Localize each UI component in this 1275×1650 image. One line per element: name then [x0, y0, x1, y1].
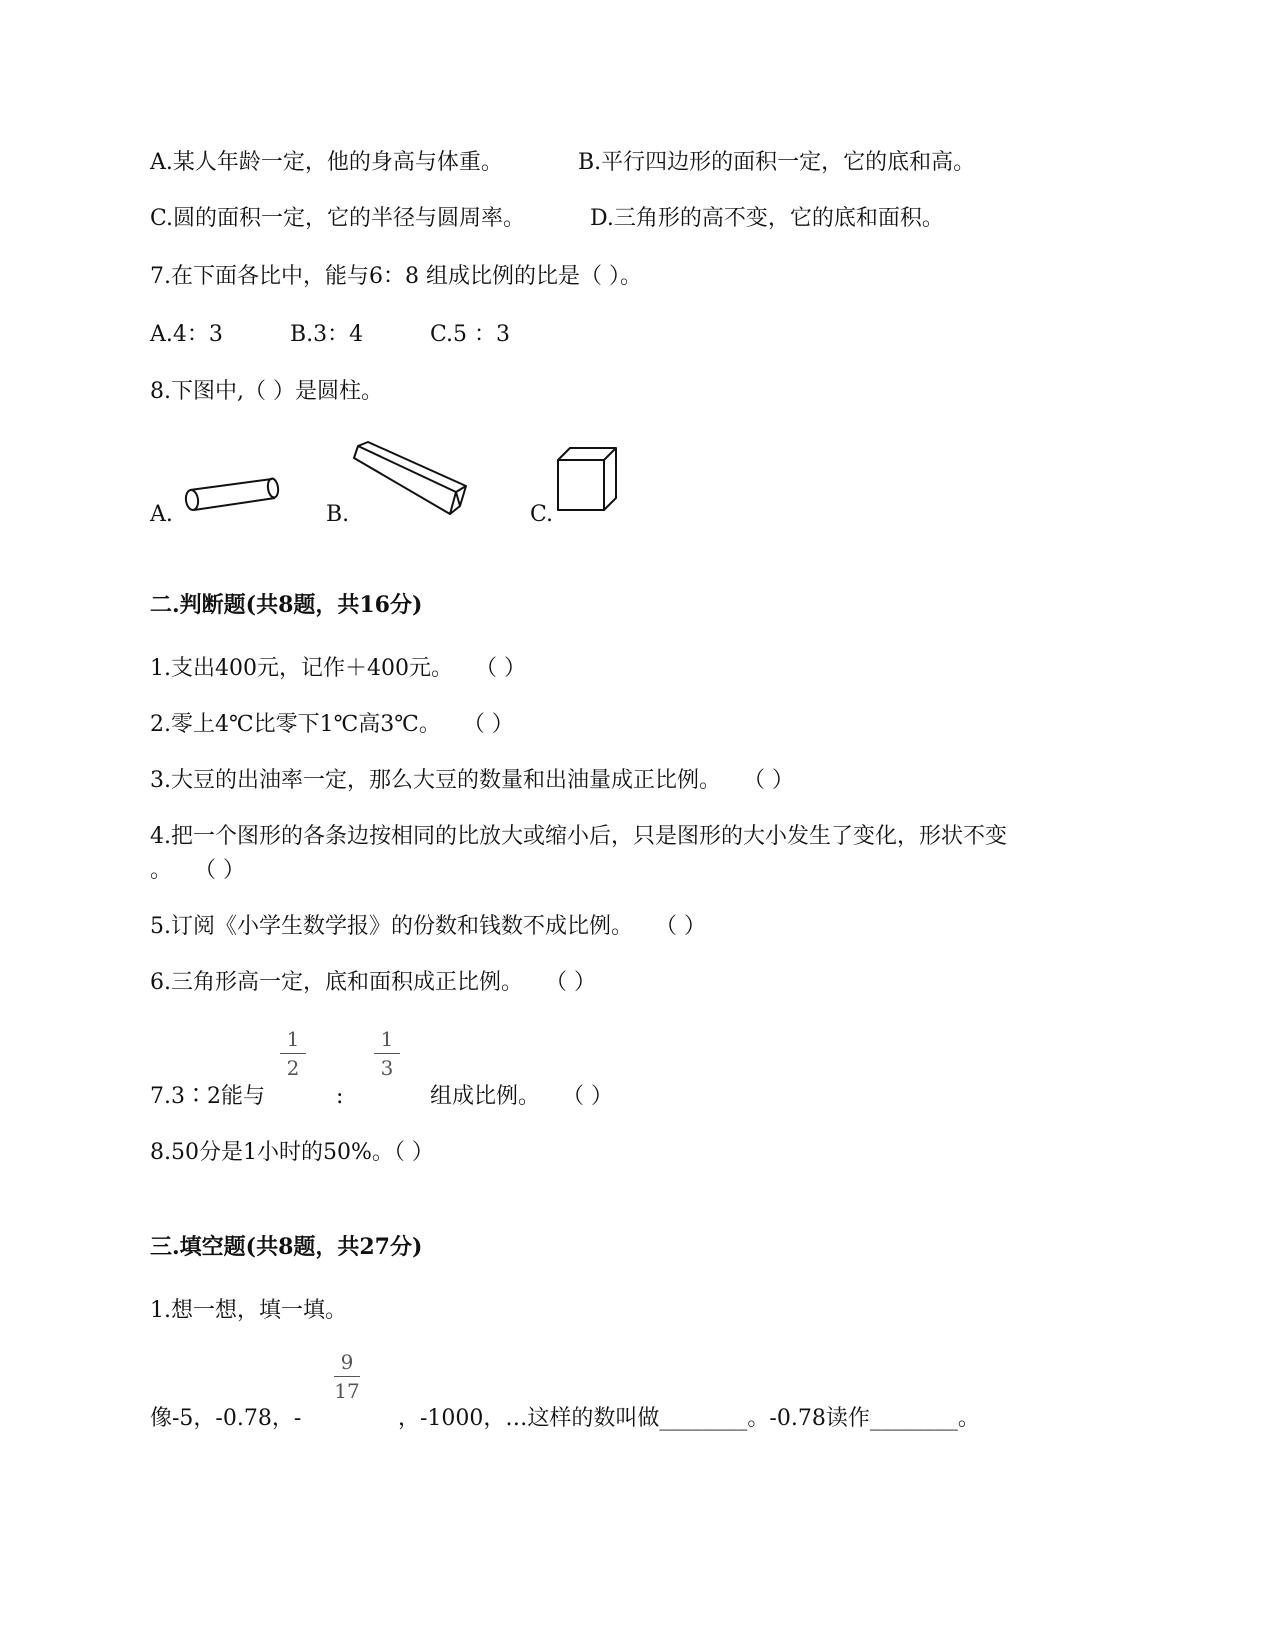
q8-option-c-label: C.	[530, 502, 554, 527]
fraction-numerator: 9	[340, 1350, 354, 1374]
q6-option-c: C.圆的面积一定，它的半径与圆周率。	[150, 206, 526, 231]
fraction-nine-seventeenths	[330, 1350, 364, 1403]
q7-option-c: C.5 ：3	[430, 322, 511, 347]
prism-figure	[352, 440, 472, 520]
cube-figure	[556, 446, 626, 514]
fraction-denominator: 3	[380, 1056, 394, 1080]
q7-stem: 7.在下面各比中，能与6：8 组成比例的比是（ ）。	[150, 264, 642, 289]
q6-option-b: B.平行四边形的面积一定，它的底和高。	[578, 150, 976, 175]
section2-item-7-prefix: 7.3∶2能与	[150, 1084, 265, 1109]
section2-item-4: 4.把一个图形的各条边按相同的比放大或缩小后，只是图形的大小发生了变化，形状不变	[150, 824, 1007, 849]
section3-item-1-prefix: 像-5，-0.78，-	[150, 1406, 302, 1431]
q8-option-b-label: B.	[326, 502, 350, 527]
q6-option-a: A.某人年龄一定，他的身高与体重。	[150, 150, 503, 175]
fraction-bar	[334, 1376, 360, 1377]
section2-item-6: 6.三角形高一定，底和面积成正比例。 （ ）	[150, 970, 596, 995]
cylinder-figure	[180, 470, 285, 520]
fraction-numerator: 1	[380, 1027, 394, 1051]
fraction-one-third	[370, 1027, 404, 1080]
q7-option-a: A.4：3	[150, 322, 223, 347]
section2-item-5: 5.订阅《小学生数学报》的份数和钱数不成比例。 （ ）	[150, 914, 706, 939]
section3-heading: 三.填空题(共8题，共27分)	[150, 1234, 423, 1260]
section3-item-1: 1.想一想，填一填。	[150, 1298, 347, 1323]
fraction-bar	[280, 1053, 306, 1054]
q6-option-d: D.三角形的高不变，它的底和面积。	[590, 206, 944, 231]
section2-heading: 二.判断题(共8题，共16分)	[150, 592, 423, 618]
fraction-denominator: 17	[334, 1379, 360, 1403]
q8-option-a-label: A.	[150, 502, 173, 527]
q8-stem: 8.下图中,（ ）是圆柱。	[150, 379, 383, 404]
ratio-colon: :	[336, 1084, 344, 1109]
section2-item-2: 2.零上4℃比零下1℃高3℃。 （ ）	[150, 712, 514, 737]
fraction-denominator: 2	[286, 1056, 300, 1080]
section2-item-7-suffix: 组成比例。 （ ）	[430, 1084, 613, 1109]
q7-option-b: B.3：4	[290, 322, 364, 347]
section2-item-8: 8.50分是1小时的50%。（ ）	[150, 1140, 434, 1165]
fraction-one-half	[276, 1027, 310, 1080]
section3-item-1-suffix: ，-1000，…这样的数叫做________。-0.78读作________。	[398, 1406, 980, 1431]
fraction-bar	[374, 1053, 400, 1054]
section2-item-1: 1.支出400元，记作＋400元。 （ ）	[150, 656, 526, 681]
section2-item-3: 3.大豆的出油率一定，那么大豆的数量和出油量成正比例。 （ ）	[150, 768, 794, 793]
fraction-numerator: 1	[286, 1027, 300, 1051]
section2-item-4-cont: 。 （ ）	[150, 858, 245, 883]
